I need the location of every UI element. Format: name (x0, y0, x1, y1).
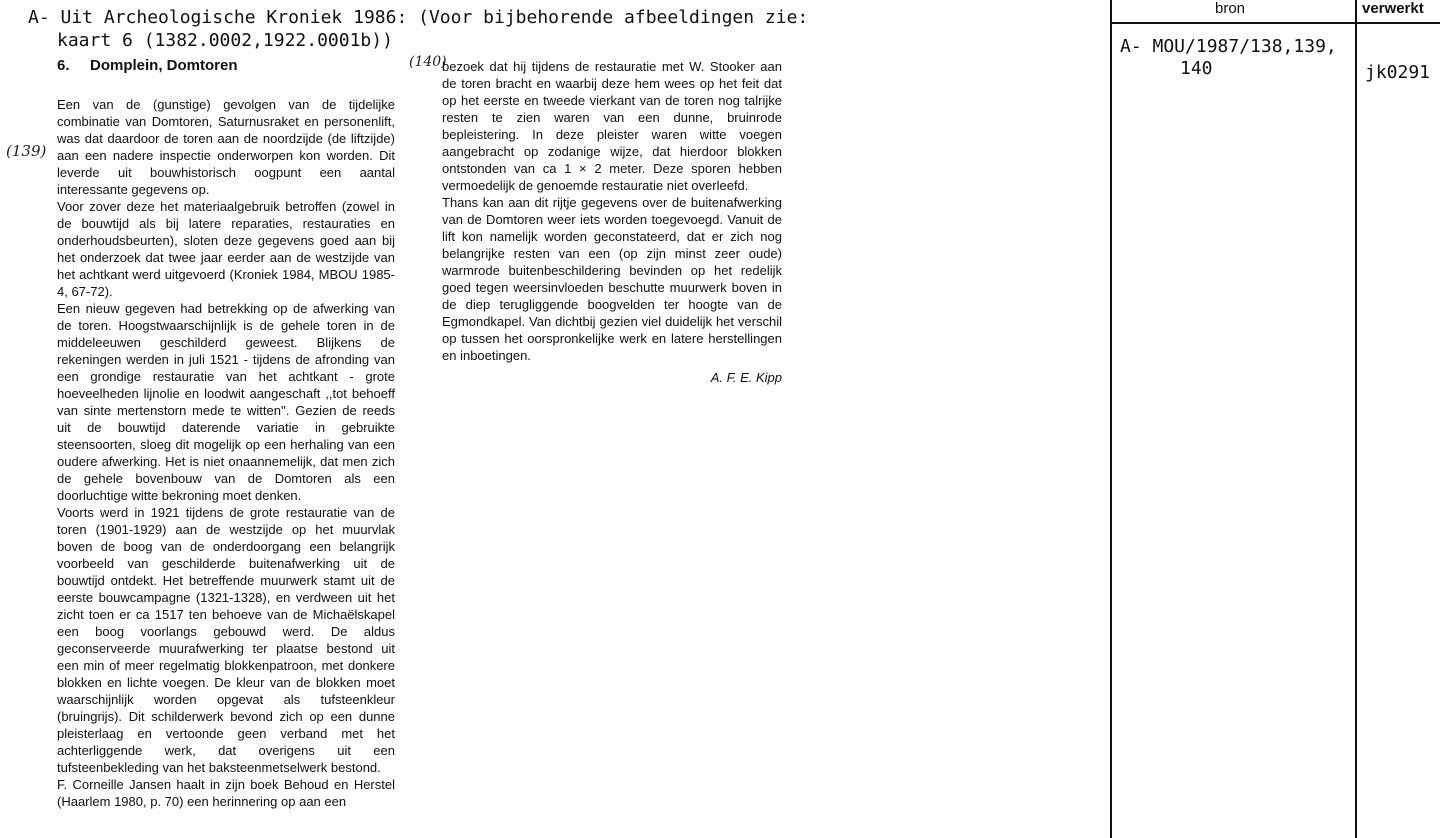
text-column-right (442, 58, 782, 386)
header-line-1: A- Uit Archeologische Kroniek 1986: (Voor bijbehorende afbeeldingen zie: (28, 7, 809, 28)
paragraph: Een van de (gunstige) gevolgen van de tijdelijke combinatie van Domtoren, Saturnusraket en personenlift, was dat daardoor de toren aan de noordzijde (de liftzijde) aan een nadere inspectie onderworpen kon worden. Dit leverde uit bouwhistorisch oogpunt een aantal interessante gegevens op. (57, 97, 395, 197)
paragraph: F. Corneille Jansen haalt in zijn boek Behoud en Herstel (Haarlem 1980, p. 70) een herinnering op aan een (57, 777, 395, 809)
paragraph: bezoek dat hij tijdens de restauratie met W. Stooker aan de toren bracht en waarbij deze hem wees op het feit dat op het eerste en tweede vierkant van de toren nog talrijke resten te zien waren van een dunne, bruinrode bepleistering. In deze pleister waren witte voegen aangebracht op zodanige wijze, dat hierdoor blokken ontstonden van ca 1 × 2 meter. Deze sporen hebben vermoedelijk de genoemde restauratie niet overleefd. (442, 59, 782, 193)
paragraph: Een nieuw gegeven had betrekking op de afwerking van de toren. Hoogstwaarschijnlijk is de gehele toren in de middeleeuwen geschilderd geweest. Blijkens de rekeningen werden in juli 1521 - tijdens de afronding van een grondige restauratie van het achtkant - grote hoeveelheden lijnolie en loodwit aangeschaft ,,tot behoeff van sinte mertenstorn mede te witten''. Gezien de reeds uit de bouwtijd daterende variatie in gebruikte steensoorten, sloeg dit mogelijk op een herhaling van een oudere afwerking. Het is niet onaannemelijk, dat men zich de gehele bovenbouw van de Domtoren als een doorluchtige witte bekroning moet denken. (57, 301, 395, 503)
column-header-verwerkt: verwerkt (1362, 0, 1424, 17)
column-header-bron: bron (1215, 0, 1246, 17)
source-reference: A- MOU/1987/138,139, (1120, 36, 1337, 57)
paragraph: Thans kan aan dit rijtje gegevens over de buitenafwerking van de Domtoren weer iets worden toegevoegd. Vanuit de lift kon namelijk worden geconstateerd, dat er zich nog belangrijke resten van een (op zijn minst zeer oude) warmrode buitenbeschildering bevinden op het redelijk goed tegen weersinvloeden beschutte muurwerk boven in de diep terugliggende boogvelden ter hoogte van de Egmondkapel. Van dichtbij gezien viel duidelijk het verschil op tussen het oorspronkelijke werk en latere herstellingen en inboetingen. (442, 195, 782, 363)
section-number: 6. (57, 57, 70, 74)
processed-code: jk0291 (1365, 62, 1431, 83)
table-divider-left (1110, 0, 1112, 838)
source-reference-continued: 140 (1180, 58, 1213, 79)
author-signature: A. F. E. Kipp (710, 370, 782, 385)
header-line-2: kaart 6 (1382.0002,1922.0001b)) (57, 30, 393, 51)
paragraph: Voorts werd in 1921 tijdens de grote restauratie van de toren (1901-1929) aan de westzijde op het muurvlak boven de boog van de onderdoorgang een belangrijk voorbeeld van geschilderde buitenafwerking uit de bouwtijd ontdekt. Het betreffende muurwerk stamt uit de eerste bouwcampagne (1321-1328), en verdween uit het zicht toen er ca 1517 ten behoeve van de Michaëlskapel een boog voorlangs gebouwd werd. De aldus geconserveerde muurafwerking ter plaatse bestond uit een min of meer regelmatig blokkenpatroon, met donkere blokken en lichte voegen. De kleur van de blokken moet waarschijnlijk worden opgevat als tufsteenkleur (bruingrijs). Dit schilderwerk bevond zich op een dunne pleisterlaag en vertoonde geen verband met het achterliggende werk, dat overigens uit een tufsteenbekleding van het baksteenmetselwerk bestond. (57, 505, 395, 775)
table-header-rule (1110, 22, 1440, 24)
section-title: Domplein, Domtoren (90, 57, 238, 74)
table-divider-right (1355, 0, 1357, 838)
paragraph: Voor zover deze het materiaalgebruik betroffen (zowel in de bouwtijd als bij latere reparaties, restauraties en onderhoudsbeurten), sloten deze gegevens goed aan bij het onderzoek dat twee jaar eerder aan de westzijde van het achtkant werd uitgevoerd (Kroniek 1984, MBOU 1985-4, 67-72). (57, 199, 395, 299)
margin-note-139: (139) (6, 142, 47, 160)
margin-note-140: (140) (409, 54, 447, 70)
text-column-left (57, 96, 395, 810)
